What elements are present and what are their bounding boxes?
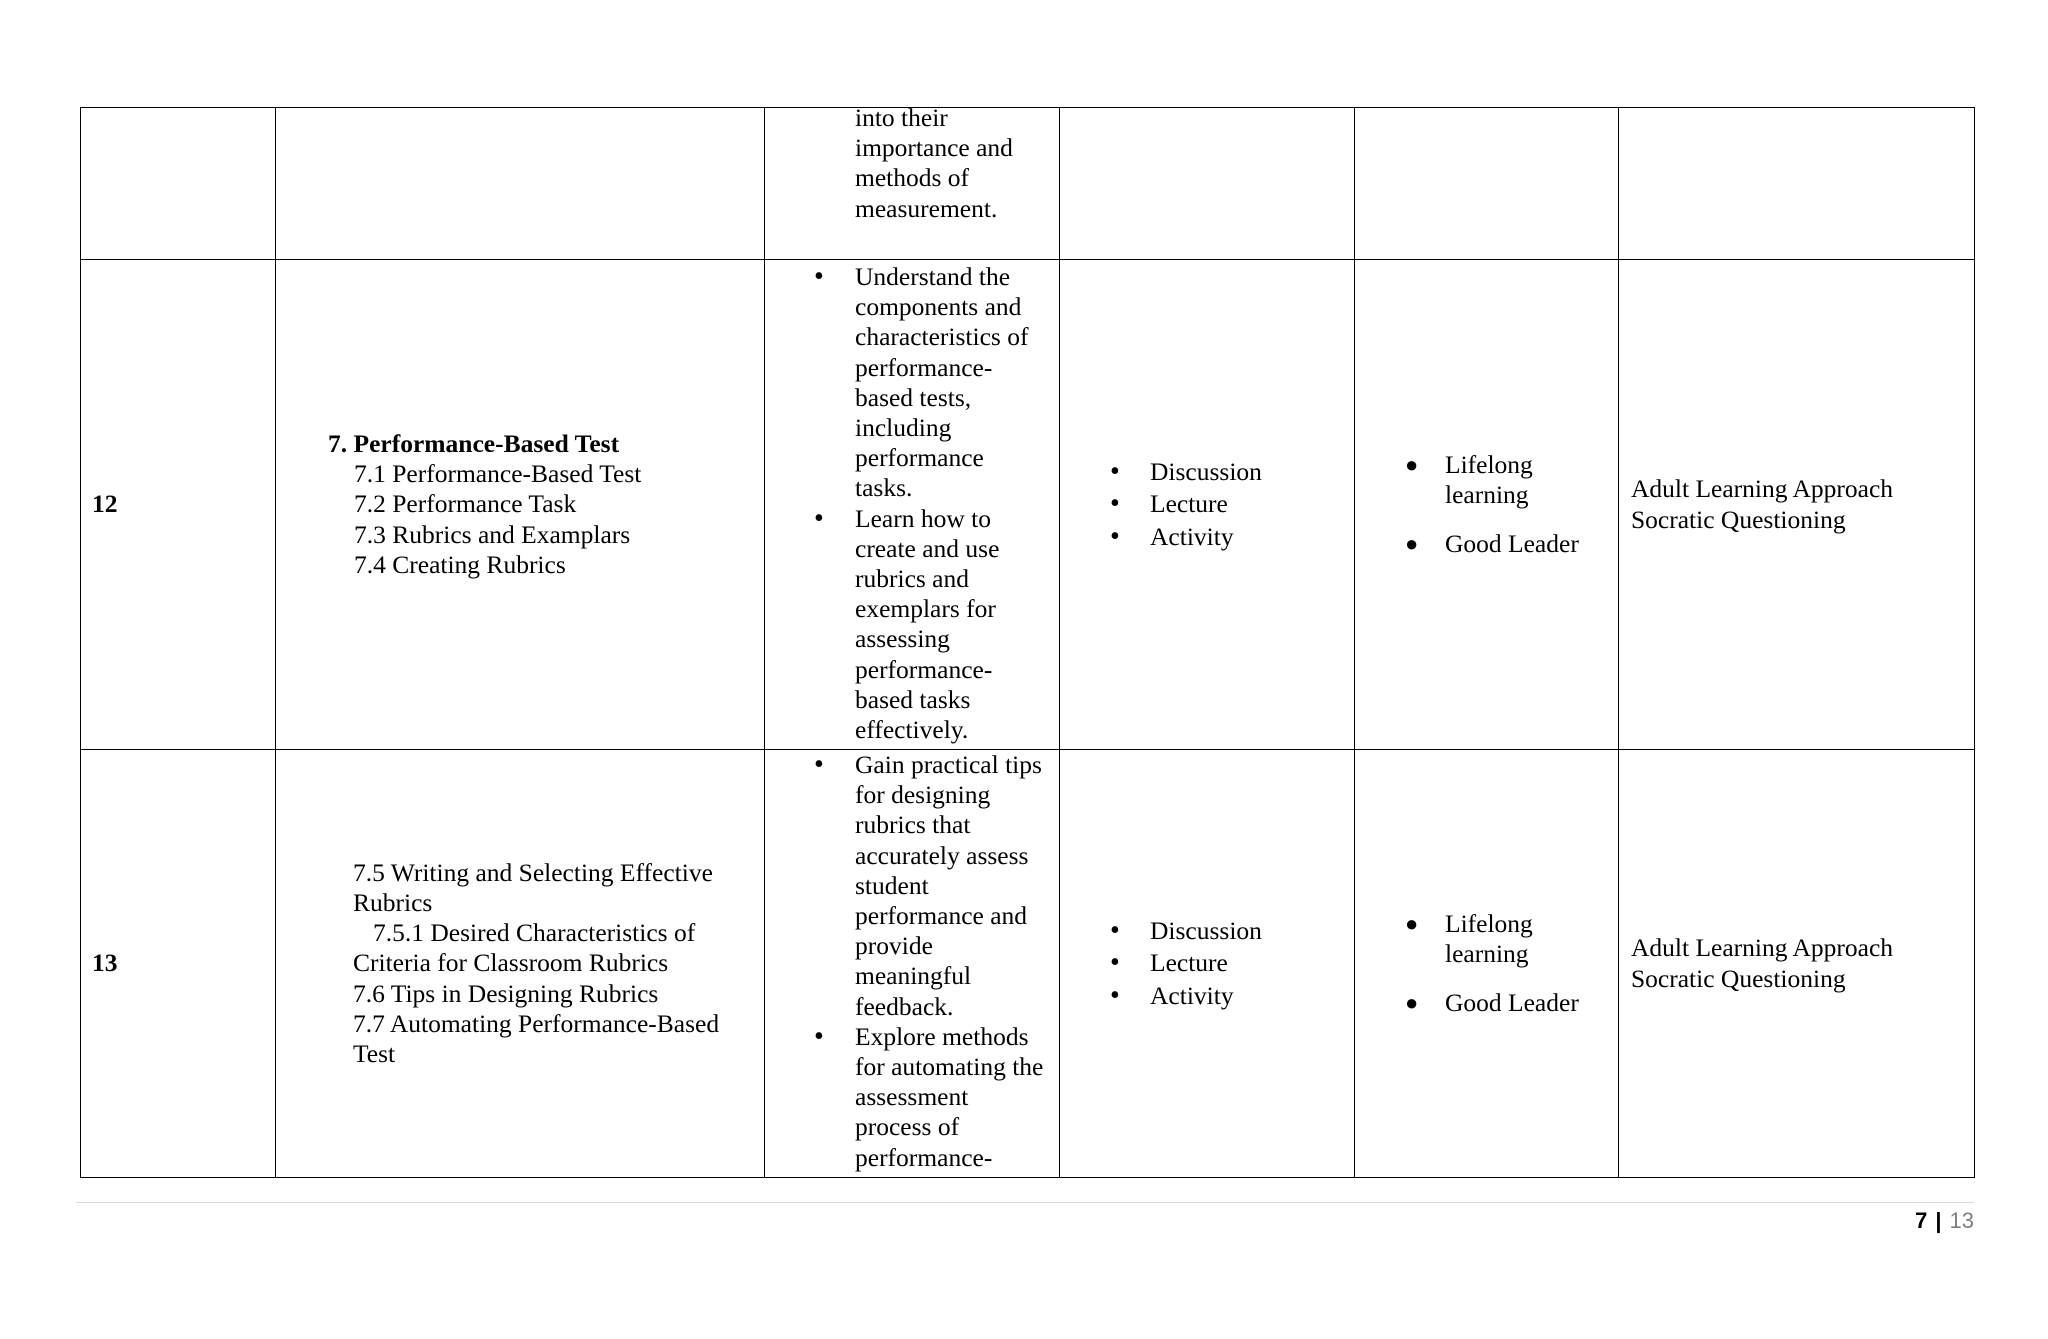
objective-item: • Learn how to create and use rubrics and exemplars for assessing performance-based tasks effectively. bbox=[765, 504, 1059, 746]
methods-list bbox=[1060, 456, 1354, 554]
method-item: • Discussion bbox=[1060, 456, 1354, 489]
topic-item: 7.6 Tips in Designing Rubrics bbox=[353, 978, 659, 1008]
topic-item: 7.5 Writing and Selecting Effective Rubrics bbox=[353, 857, 713, 917]
method-item: • Activity bbox=[1060, 980, 1354, 1013]
values-cell bbox=[1355, 108, 1619, 260]
topic-title: 7. Performance-Based Test bbox=[328, 428, 620, 458]
week-cell bbox=[81, 108, 276, 260]
values-list bbox=[1355, 909, 1618, 1018]
method-item: • Activity bbox=[1060, 521, 1354, 554]
objectives-cell bbox=[765, 260, 1060, 750]
values-cell bbox=[1355, 260, 1619, 750]
topic-item: 7.3 Rubrics and Examplars bbox=[354, 519, 631, 549]
topic-cell bbox=[276, 108, 765, 260]
course-plan-table bbox=[80, 107, 1975, 1178]
methods-cell bbox=[1060, 750, 1355, 1178]
objective-item: • Understand the components and characteristics of performance-based tests, including performance tasks. bbox=[765, 262, 1059, 504]
topic-item: 7.7 Automating Performance-Based Test bbox=[353, 1008, 720, 1068]
objective-continuation: into their importance and methods of measurement. bbox=[855, 107, 1013, 223]
values-cell bbox=[1355, 750, 1619, 1178]
strategy-item: Adult Learning Approach bbox=[1631, 474, 1894, 504]
methods-list bbox=[1060, 915, 1354, 1013]
objectives-cell bbox=[765, 108, 1060, 260]
value-item: ● Good Leader bbox=[1355, 988, 1618, 1018]
table-row-continued bbox=[81, 108, 1975, 260]
strategy-item: Socratic Questioning bbox=[1631, 963, 1846, 993]
page-separator: | bbox=[1935, 1208, 1942, 1233]
page-current: 7 bbox=[1915, 1208, 1928, 1233]
table-row-week-13 bbox=[81, 750, 1975, 1178]
footer-divider bbox=[76, 1202, 1974, 1203]
topic-cell bbox=[276, 750, 765, 1178]
value-item: ● Good Leader bbox=[1355, 529, 1618, 559]
topic-item: 7.5.1 Desired Characteristics of Criteria for Classroom Rubrics bbox=[353, 918, 696, 978]
objective-item: • Explore methods for automating the assessment process of performance- bbox=[765, 1022, 1059, 1173]
objectives-list bbox=[765, 262, 1059, 745]
methods-cell bbox=[1060, 108, 1355, 260]
method-item: • Lecture bbox=[1060, 947, 1354, 980]
objectives-cell bbox=[765, 750, 1060, 1178]
values-list bbox=[1355, 450, 1618, 559]
methods-cell bbox=[1060, 260, 1355, 750]
strategies-cell bbox=[1619, 260, 1975, 750]
objectives-list bbox=[765, 750, 1059, 1173]
strategy-item: Socratic Questioning bbox=[1631, 504, 1846, 534]
page-number bbox=[1915, 1206, 1974, 1236]
week-number: 13 bbox=[81, 750, 276, 1178]
week-number: 12 bbox=[81, 260, 276, 750]
value-item: ● Lifelong learning bbox=[1355, 909, 1618, 969]
strategies-cell bbox=[1619, 750, 1975, 1178]
method-item: • Lecture bbox=[1060, 488, 1354, 521]
strategy-item: Adult Learning Approach bbox=[1631, 933, 1894, 963]
table-row-week-12 bbox=[81, 260, 1975, 750]
topic-cell bbox=[276, 260, 765, 750]
strategies-cell bbox=[1619, 108, 1975, 260]
page-total: 13 bbox=[1949, 1208, 1974, 1233]
topic-item: 7.2 Performance Task bbox=[354, 489, 577, 519]
value-item: ● Lifelong learning bbox=[1355, 450, 1618, 510]
topic-item: 7.4 Creating Rubrics bbox=[354, 549, 566, 579]
method-item: • Discussion bbox=[1060, 915, 1354, 948]
objective-item: • Gain practical tips for designing rubrics that accurately assess student performance and provide meaningful feedback. bbox=[765, 750, 1059, 1022]
topic-item: 7.1 Performance-Based Test bbox=[354, 459, 642, 489]
